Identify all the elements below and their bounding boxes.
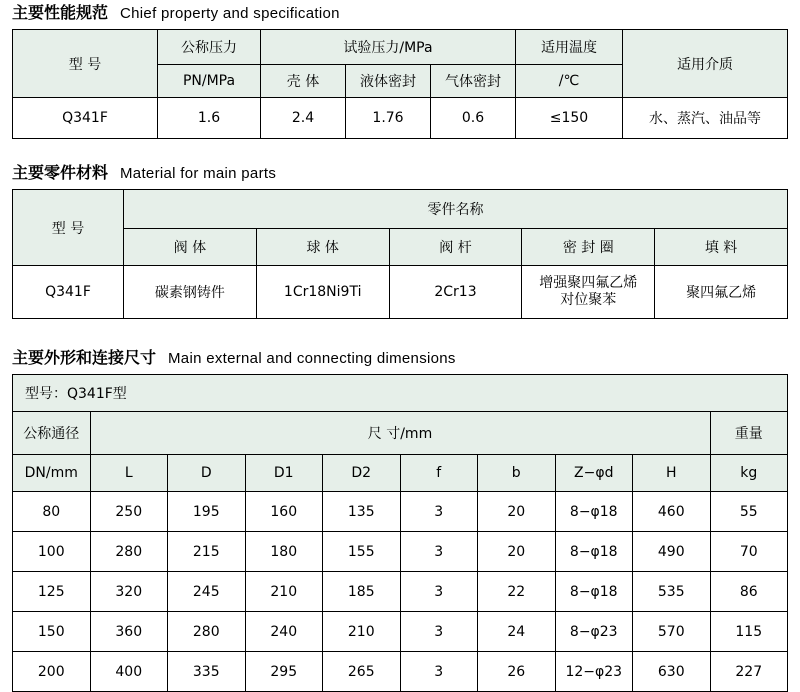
table-row	[13, 572, 788, 612]
cell-zd: 8−φ23	[555, 612, 633, 652]
cell-l: 320	[90, 572, 168, 612]
header-col-d: D	[168, 455, 246, 492]
header-body: 阀 体	[124, 229, 257, 266]
header-col-d2: D2	[323, 455, 401, 492]
cell-packing: 聚四氟乙烯	[655, 266, 788, 319]
cell-f: 3	[400, 492, 478, 532]
cell-d2: 185	[323, 572, 401, 612]
cell-weight: 115	[710, 612, 788, 652]
header-test-pressure: 试验压力/MPa	[261, 30, 516, 65]
cell-d1: 180	[245, 532, 323, 572]
cell-gas-seal: 0.6	[431, 98, 516, 139]
cell-weight: 55	[710, 492, 788, 532]
header-ball: 球 体	[256, 229, 389, 266]
cell-h: 570	[633, 612, 711, 652]
section-material-main-parts	[0, 160, 800, 319]
header-nominal-pressure: 公称压力	[158, 30, 261, 65]
cell-b: 26	[478, 652, 556, 692]
section-title-material	[0, 160, 800, 183]
cell-liquid-seal: 1.76	[346, 98, 431, 139]
section-title-cn: 主要外形和连接尺寸	[12, 348, 157, 367]
cell-l: 280	[90, 532, 168, 572]
header-model: 型 号	[13, 30, 158, 98]
cell-nominal-pressure: 1.6	[158, 98, 261, 139]
cell-weight: 227	[710, 652, 788, 692]
cell-zd: 8−φ18	[555, 532, 633, 572]
header-col-b: b	[478, 455, 556, 492]
section-title-chief-property	[0, 0, 800, 23]
cell-shell: 2.4	[261, 98, 346, 139]
table-header-row-2	[13, 229, 788, 266]
cell-temperature: ≤150	[516, 98, 623, 139]
table-header-row-1	[13, 30, 788, 65]
cell-d2: 210	[323, 612, 401, 652]
table-row	[13, 492, 788, 532]
cell-d1: 160	[245, 492, 323, 532]
section-title-cn: 主要性能规范	[12, 3, 109, 22]
header-stem: 阀 杆	[389, 229, 522, 266]
header-dimensions: 尺 寸/mm	[90, 412, 710, 455]
cell-d1: 240	[245, 612, 323, 652]
header-weight: 重量	[710, 412, 788, 455]
header-model: 型 号	[13, 190, 124, 266]
cell-d: 335	[168, 652, 246, 692]
cell-seal-ring-line1: 增强聚四氟乙烯	[539, 274, 638, 291]
header-nominal-pressure-unit: PN/MPa	[158, 65, 261, 98]
cell-h: 535	[633, 572, 711, 612]
cell-f: 3	[400, 532, 478, 572]
header-gas-seal: 气体密封	[431, 65, 516, 98]
cell-body: 碳素钢铸件	[124, 266, 257, 319]
header-col-h: H	[633, 455, 711, 492]
table-row	[13, 266, 788, 319]
cell-model-label: 型号：Q341F型	[13, 375, 788, 412]
cell-d: 215	[168, 532, 246, 572]
header-medium: 适用介质	[623, 30, 788, 98]
cell-f: 3	[400, 572, 478, 612]
header-seal-ring: 密 封 圈	[522, 229, 655, 266]
section-chief-property	[0, 0, 800, 139]
cell-seal-ring-line2: 对位聚苯	[560, 292, 617, 308]
header-temperature-unit: /℃	[516, 65, 623, 98]
header-col-zd: Z−φd	[555, 455, 633, 492]
section-dimensions	[0, 345, 800, 692]
cell-d: 280	[168, 612, 246, 652]
section-title-en: Main external and connecting dimensions	[168, 350, 456, 367]
cell-stem: 2Cr13	[389, 266, 522, 319]
cell-dn: 80	[13, 492, 91, 532]
cell-weight: 70	[710, 532, 788, 572]
cell-seal-ring	[522, 266, 655, 319]
cell-zd: 8−φ18	[555, 572, 633, 612]
cell-l: 360	[90, 612, 168, 652]
cell-zd: 12−φ23	[555, 652, 633, 692]
header-col-d1: D1	[245, 455, 323, 492]
table-row	[13, 98, 788, 139]
cell-d1: 210	[245, 572, 323, 612]
table-header-row-1	[13, 412, 788, 455]
header-col-f: f	[400, 455, 478, 492]
table-header-row-2	[13, 455, 788, 492]
cell-model: Q341F	[13, 98, 158, 139]
cell-medium: 水、蒸汽、油品等	[623, 98, 788, 139]
section-title-cn: 主要零件材料	[12, 163, 109, 182]
cell-h: 490	[633, 532, 711, 572]
table-row	[13, 532, 788, 572]
cell-d2: 265	[323, 652, 401, 692]
cell-d2: 155	[323, 532, 401, 572]
cell-l: 400	[90, 652, 168, 692]
cell-d: 195	[168, 492, 246, 532]
cell-h: 460	[633, 492, 711, 532]
header-dn: 公称通径	[13, 412, 91, 455]
table-row	[13, 652, 788, 692]
cell-model: Q341F	[13, 266, 124, 319]
cell-f: 3	[400, 612, 478, 652]
header-dn-unit: DN/mm	[13, 455, 91, 492]
table-header-row-1	[13, 190, 788, 229]
cell-ball: 1Cr18Ni9Ti	[256, 266, 389, 319]
cell-f: 3	[400, 652, 478, 692]
cell-dn: 100	[13, 532, 91, 572]
cell-b: 22	[478, 572, 556, 612]
table-chief-property	[12, 29, 788, 139]
cell-dn: 200	[13, 652, 91, 692]
header-liquid-seal: 液体密封	[346, 65, 431, 98]
header-temperature: 适用温度	[516, 30, 623, 65]
section-title-en: Material for main parts	[120, 165, 277, 182]
cell-dn: 125	[13, 572, 91, 612]
cell-d1: 295	[245, 652, 323, 692]
cell-b: 20	[478, 532, 556, 572]
section-title-en: Chief property and specification	[120, 5, 340, 22]
header-packing: 填 料	[655, 229, 788, 266]
table-dimensions	[12, 374, 788, 692]
cell-d: 245	[168, 572, 246, 612]
table-model-row	[13, 375, 788, 412]
header-shell: 壳 体	[261, 65, 346, 98]
cell-d2: 135	[323, 492, 401, 532]
table-material-main-parts	[12, 189, 788, 319]
cell-b: 20	[478, 492, 556, 532]
table-row	[13, 612, 788, 652]
cell-h: 630	[633, 652, 711, 692]
header-col-l: L	[90, 455, 168, 492]
cell-zd: 8−φ18	[555, 492, 633, 532]
section-title-dimensions	[0, 345, 800, 368]
header-weight-unit: kg	[710, 455, 788, 492]
cell-b: 24	[478, 612, 556, 652]
cell-dn: 150	[13, 612, 91, 652]
header-part-name: 零件名称	[124, 190, 788, 229]
cell-weight: 86	[710, 572, 788, 612]
cell-l: 250	[90, 492, 168, 532]
